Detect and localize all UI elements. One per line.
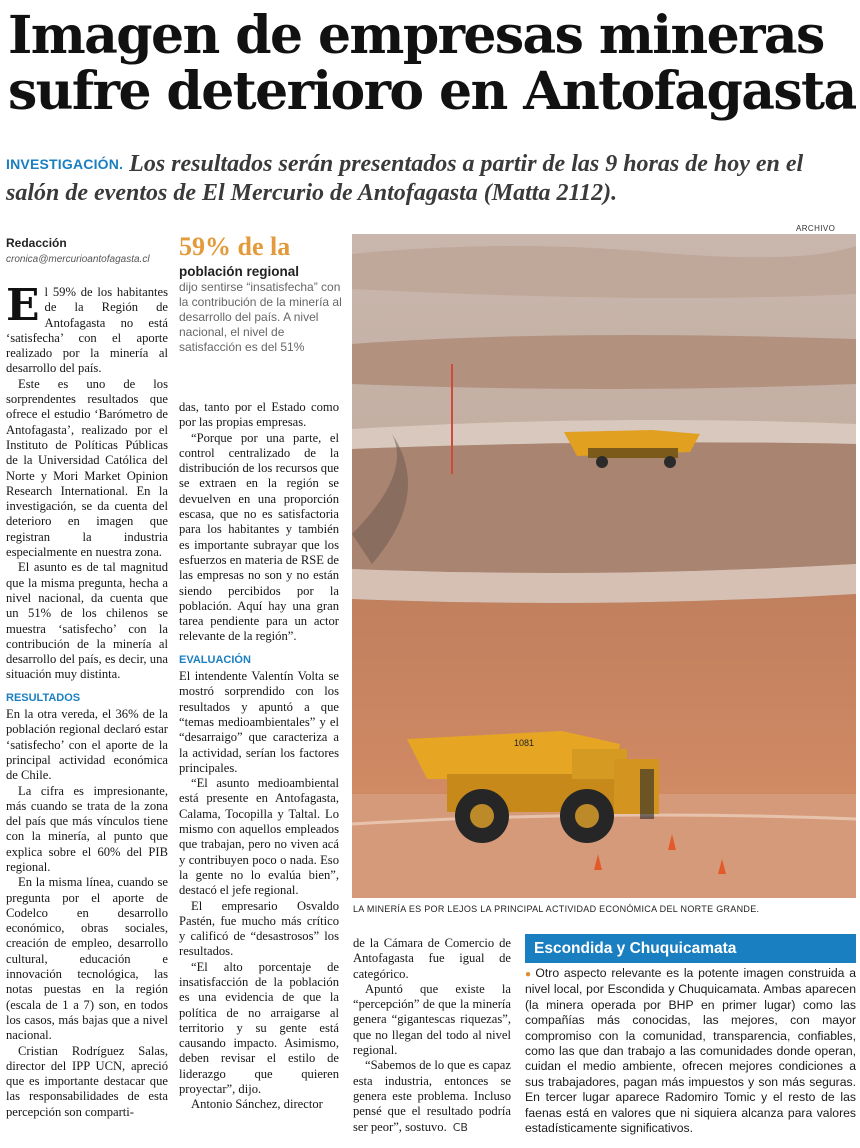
paragraph: Este es uno de los sorprendentes resultados que ofrece el estudio ‘Barómetro de Antofagasta’, realizado por el Instituto de Políticas Públicas de la Universidad Católica del Norte y Mori Market Opinion Research International. En la investigación, se da cuenta del deterioro en imagen que registran la industria especialmente en nuestra zona.	[6, 376, 168, 560]
deck-text: Los resultados serán presentados a partir de las 9 horas de hoy en el salón de eventos de El Mercurio de Antofagasta (Matta 2112).	[6, 151, 804, 206]
headline-line-2: sufre deterioro en Antofagasta	[8, 61, 856, 122]
paragraph: “El asunto medioambiental está presente en Antofagasta, Calama, Tocopilla y Taltal. Lo mismo con aquellos empleados que trabajan, pero no viven acá y contribuyen poco o nada. Eso la gente no lo evalúa bien”, destacó el jefe regional.	[179, 776, 339, 898]
paragraph: Cristian Rodríguez Salas, director del IPP UCN, apreció que es importante destacar que las responsabilidades de esta percepción son comparti-	[6, 1043, 168, 1119]
stat-figure: 59% de la	[179, 232, 291, 261]
paragraph: El empresario Osvaldo Pastén, fue mucho más crítico y calificó de “desastrosos” los resultados.	[179, 898, 339, 959]
paragraph: “El alto porcentaje de insatisfacción de la población es una evidencia de que la política de no arraigarse al territorio y su gente está causando impacto. Asimismo, deben revisar el estilo de liderazgo que quieren proyectar”, dijo.	[179, 959, 339, 1097]
subhead-resultados: RESULTADOS	[6, 691, 81, 704]
byline-email[interactable]: cronica@mercurioantofagasta.cl	[6, 254, 150, 265]
photo-mine-trucks	[352, 234, 856, 898]
paragraph: El asunto es de tal magnitud que la misma pregunta, hecha a nivel nacional, da cuenta que un 51% de los chilenos se muestra ‘satisfecho’ con la contribución de la minería al desarrollo del país, es decir, una situación muy distinta.	[6, 560, 168, 682]
byline-name: Redacción	[6, 236, 67, 250]
photo-caption: LA MINERÍA ES POR LEJOS LA PRINCIPAL ACTIVIDAD ECONÓMICA DEL NORTE GRANDE.	[353, 904, 760, 914]
headline-line-1: Imagen de empresas mineras	[8, 5, 824, 66]
paragraph: En la otra vereda, el 36% de la población regional declaró estar ‘satisfecho’ con el aporte de la principal actividad económica de Chile.	[6, 707, 168, 783]
article-column-3	[353, 936, 511, 1135]
paragraph	[6, 280, 168, 377]
sidebar-text	[525, 966, 856, 1136]
photo-credit: ARCHIVO	[796, 224, 836, 233]
bench-2	[352, 335, 856, 389]
paragraph	[353, 1058, 511, 1134]
article-column-1	[6, 280, 168, 1120]
deck-kicker: INVESTIGACIÓN.	[6, 156, 124, 172]
paragraph: de la Cámara de Comercio de Antofagasta fue igual de categórico.	[353, 936, 511, 981]
paragraph: Apuntó que existe la “percepción” de que la minería genera “gigantescas riquezas”, que no llegan del todo al nivel regional.	[353, 981, 511, 1058]
drop-cap: E	[6, 280, 40, 331]
bullet-icon: ●	[525, 969, 533, 980]
paragraph-text: “Sabemos de lo que es capaz esta industria, entonces se genera este problema. Incluso pensé que el resultado podría ser peor”, sostuvo.	[353, 1058, 511, 1134]
paragraph: Antonio Sánchez, director	[191, 1097, 323, 1112]
paragraph: La cifra es impresionante, más cuando se trata de la zona del país que más vínculos tiene con la minería, al punto que explica sobre el 60% del PIB regional.	[6, 783, 168, 874]
paragraph: El intendente Valentín Volta se mostró sorprendido con los resultados y apuntó a que “temas medioambientales” y el “desarraigo” que caracteriza a la actividad, serían los factores principales.	[179, 669, 339, 775]
byline	[6, 236, 176, 265]
deck	[6, 150, 856, 208]
article-column-2	[179, 400, 339, 1113]
mine-illustration	[352, 234, 856, 898]
stat-text: dijo sentirse “insatisfecha” con la contribución de la minería al desarrollo del país. A nivel nacional, el nivel de satisfacción es del 51%	[179, 280, 342, 354]
headline	[8, 5, 856, 122]
sidebar-title: Escondida y Chuquicamata	[525, 934, 856, 963]
sidebar-paragraph: Otro aspecto relevante es la potente imagen construida a nivel local, por Escondida y Chuquicamata. Ambas aparecen (la minera operada por BHP en primer lugar) como las compañías más conocidas, las mejores, con mayor compromiso con la comunidad, transparencia, confiables, como las que dan trabajo a las comunidades donde operan, cuidan el medio ambiente, ofrecen mejores condiciones a sus trabajadores, pagan más impuestos y son más seguras. En tercer lugar aparece Radomiro Tomic y el resto de las faenas está en valores que ni siquiera alcanza para valores estadísticamente significativos.	[525, 966, 856, 1136]
subhead-evaluacion: EVALUACIÓN	[179, 653, 251, 666]
stat-callout	[179, 232, 344, 355]
paragraph-text: l 59% de los habitantes de la Región de Antofagasta no está ‘satisfecha’ con el aporte realizado por la minería al desarrollo del país.	[6, 285, 168, 376]
paragraph: “Porque por una parte, el control centralizado de la distribución de los recursos que se extraen en la región se devuelven en una proporción escasa, que no es satisfactoria para los habitantes y también es importante subrayar que los esfuerzos en materia de RSE de las empresas no son y no están siendo percibidos por la población. Aquí hay una gran tarea pendiente para un actor relevante de la región”.	[179, 430, 339, 644]
paragraph: das, tanto por el Estado como por las propias empresas.	[179, 400, 339, 430]
end-mark: CB	[452, 1120, 468, 1134]
paragraph: En la misma línea, cuando se pregunta por el aporte de Codelco en desarrollo económico, obras sociales, creación de empleo, desarrollo cultural, educación e innovación tecnológica, las notas puestas en la región (escala de 1 a 7) son, en todos los casos, más bajas que a nivel nacional.	[6, 875, 168, 1043]
truck-number: 1081	[514, 738, 535, 748]
stat-label: población regional	[179, 264, 300, 279]
